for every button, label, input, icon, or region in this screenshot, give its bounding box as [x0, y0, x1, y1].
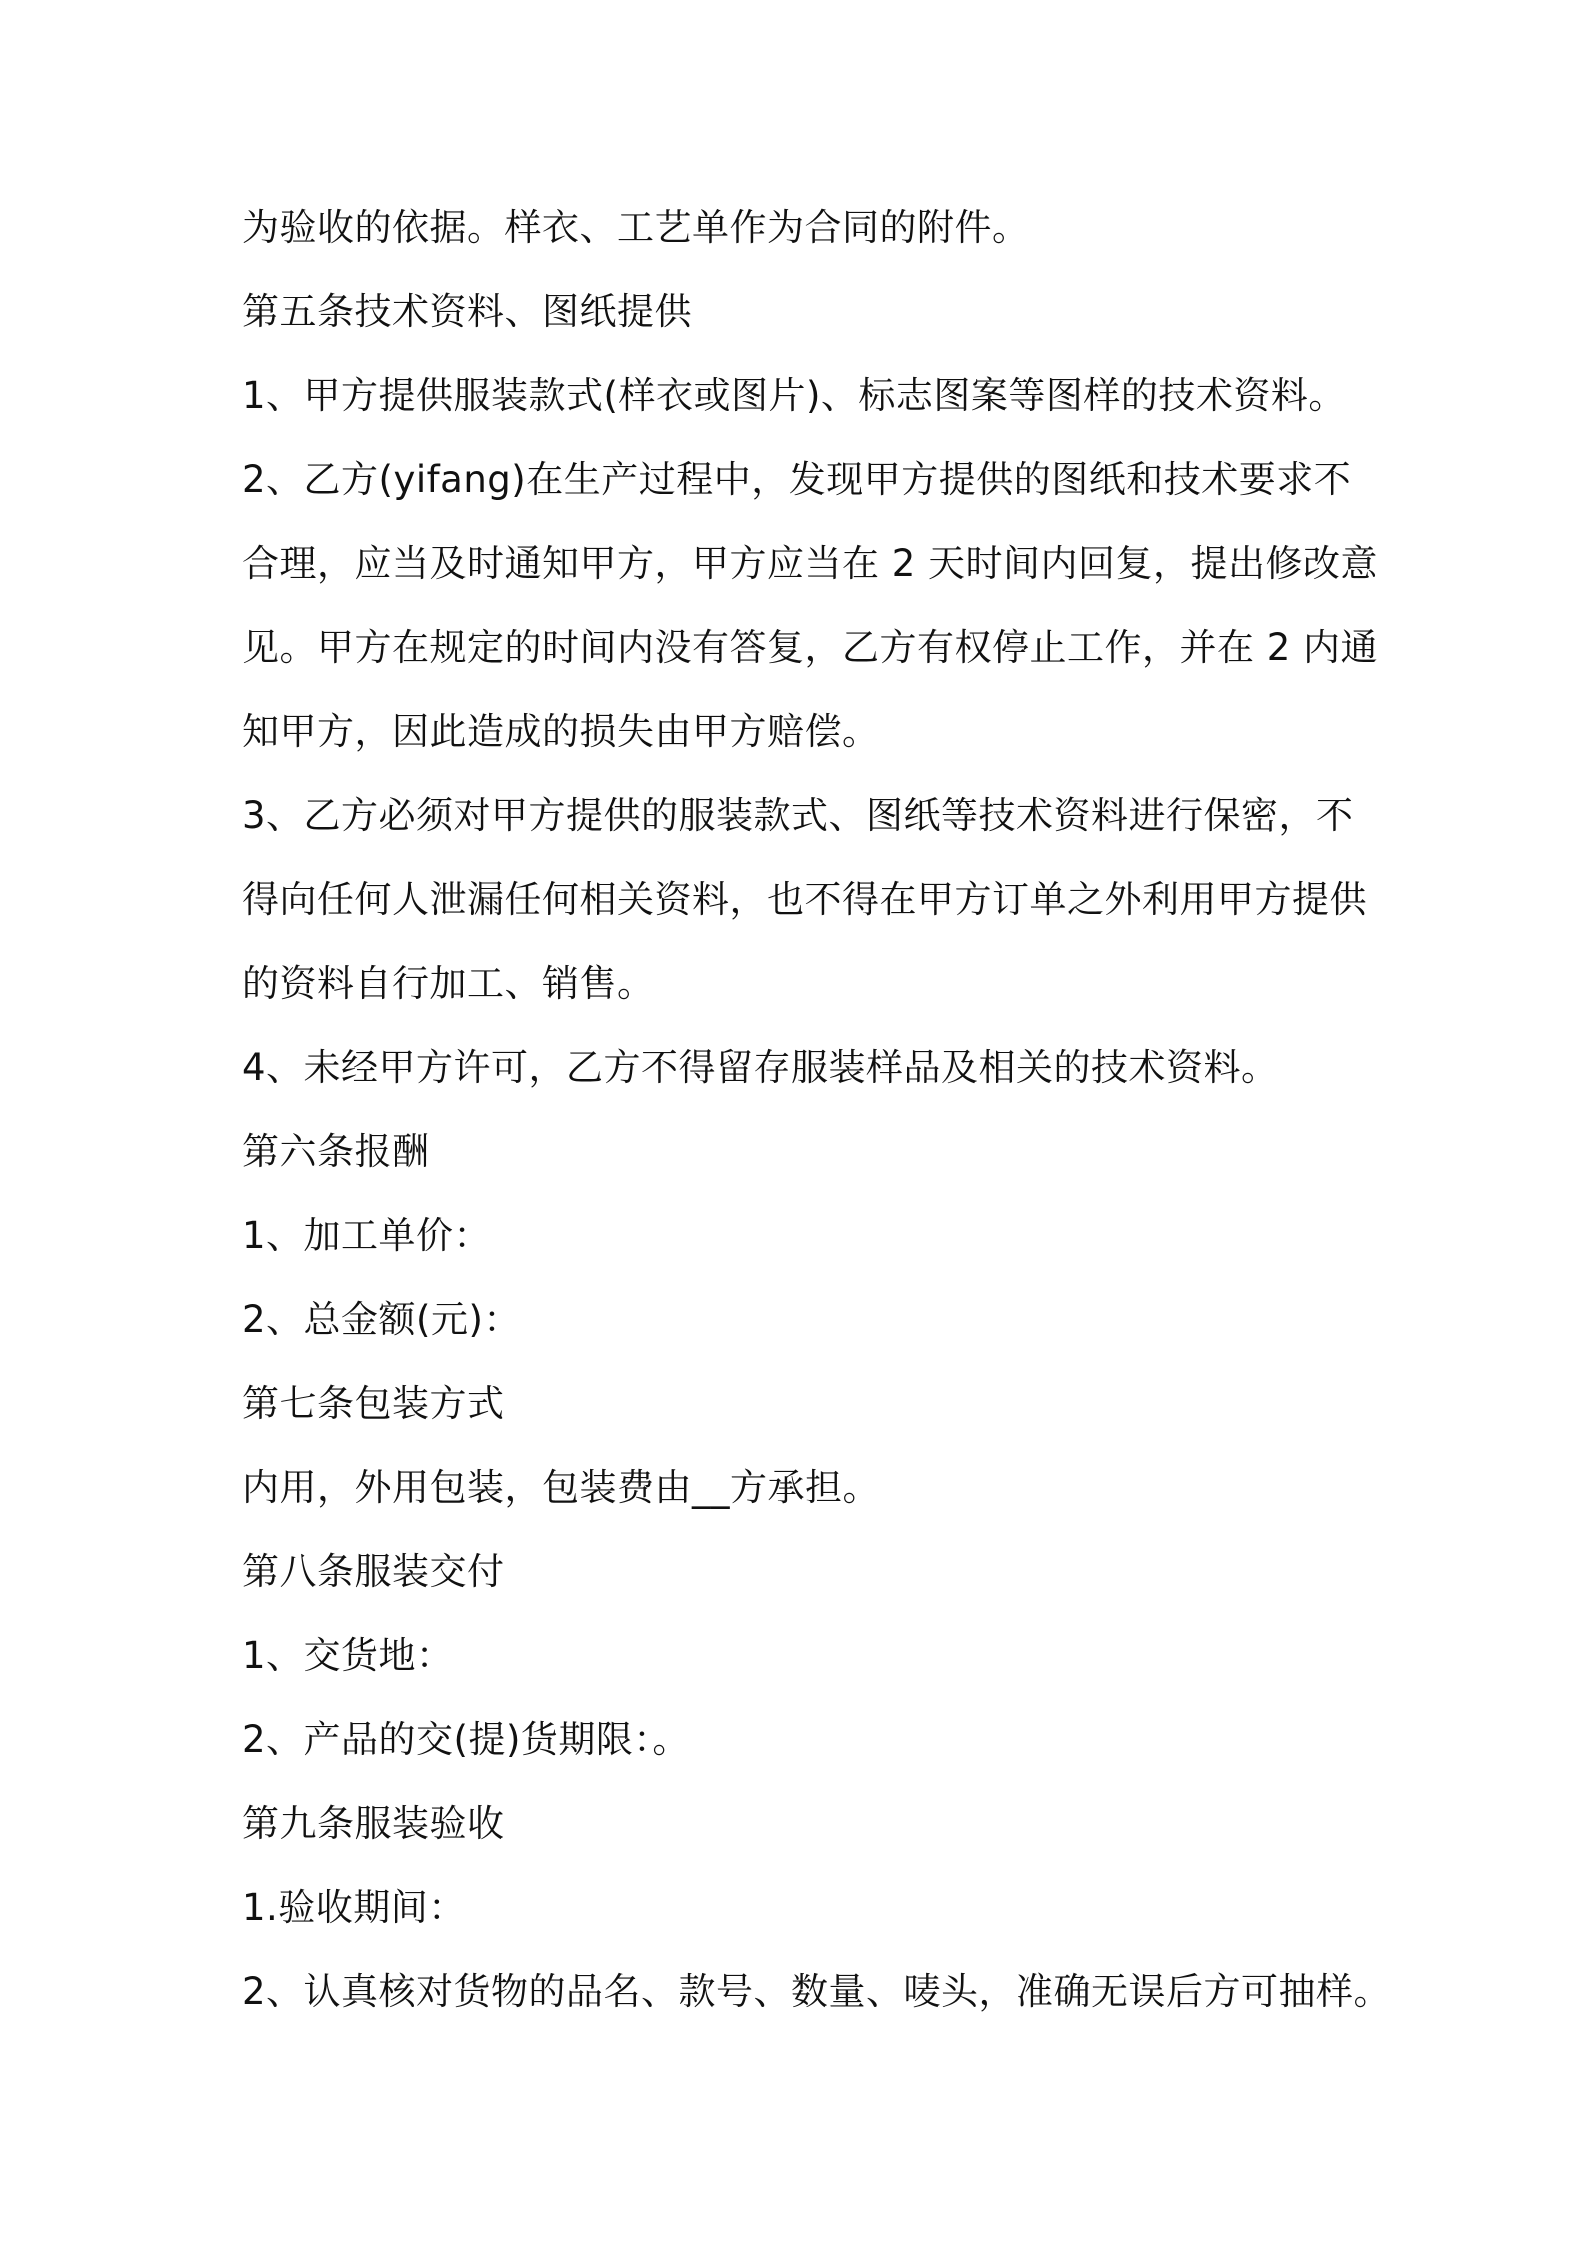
- section-heading: 第七条包装方式: [242, 1382, 505, 1425]
- text-line: 内用，外用包装，包装费由__方承担。: [242, 1466, 880, 1509]
- text-line: 1、加工单价：: [242, 1214, 492, 1257]
- text-line: 2、乙方(yifang)在生产过程中，发现甲方提供的图纸和技术要求不: [242, 458, 1352, 501]
- text-line: 1、甲方提供服装款式(样衣或图片)、标志图案等图样的技术资料。: [242, 374, 1346, 417]
- section-heading: 第八条服装交付: [242, 1550, 505, 1593]
- text-line: 的资料自行加工、销售。: [242, 962, 655, 1005]
- section-heading: 第五条技术资料、图纸提供: [242, 290, 692, 333]
- text-line: 见。甲方在规定的时间内没有答复，乙方有权停止工作，并在 2 内通: [242, 626, 1379, 669]
- text-line: 为验收的依据。样衣、工艺单作为合同的附件。: [242, 206, 1030, 249]
- text-line: 3、乙方必须对甲方提供的服装款式、图纸等技术资料进行保密，不: [242, 794, 1354, 837]
- text-line: 得向任何人泄漏任何相关资料，也不得在甲方订单之外利用甲方提供: [242, 878, 1367, 921]
- text-line: 4、未经甲方许可，乙方不得留存服装样品及相关的技术资料。: [242, 1046, 1279, 1089]
- text-line: 1、交货地：: [242, 1634, 454, 1677]
- text-line: 2、认真核对货物的品名、款号、数量、唛头，准确无误后方可抽样。: [242, 1970, 1392, 2013]
- section-heading: 第九条服装验收: [242, 1802, 505, 1845]
- text-line: 2、产品的交(提)货期限：。: [242, 1718, 690, 1761]
- section-heading: 第六条报酬: [242, 1130, 430, 1173]
- text-line: 合理，应当及时通知甲方，甲方应当在 2 天时间内回复，提出修改意: [242, 542, 1379, 585]
- text-line: 1.验收期间：: [242, 1886, 466, 1929]
- text-line: 知甲方，因此造成的损失由甲方赔偿。: [242, 710, 880, 753]
- text-line: 2、总金额(元)：: [242, 1298, 521, 1341]
